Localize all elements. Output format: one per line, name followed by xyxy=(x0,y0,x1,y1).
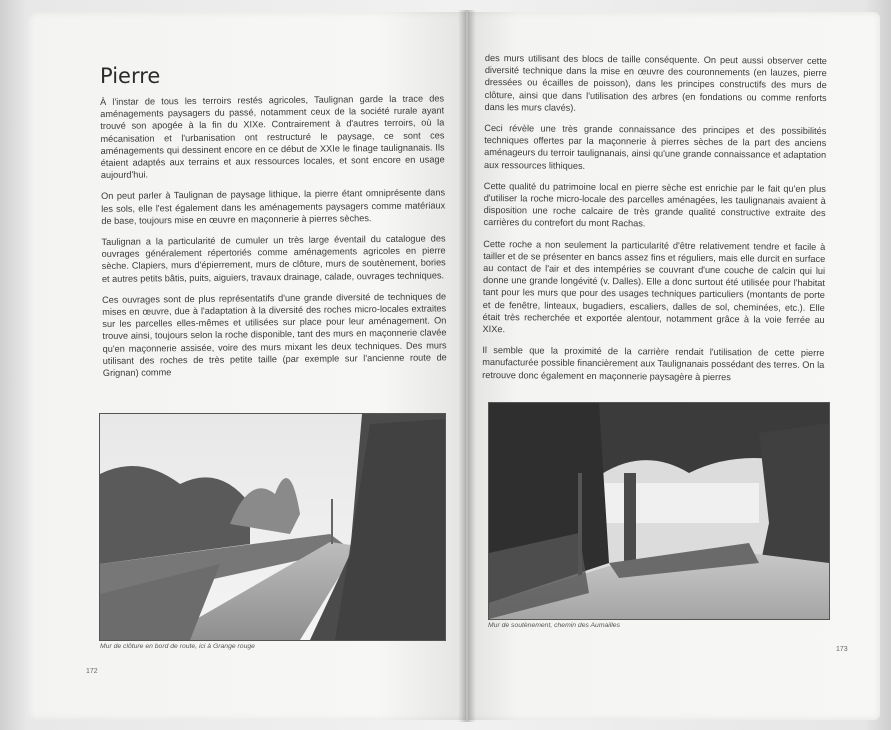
paragraph: Cette qualité du patrimoine local en pierre sèche est enrichie par le fait qu'en plus d'utiliser la roche micro-locale des parcelles aménagées, les taulignanais avaient à disposition une roche calcaire de très grande qualité constructive extraite des carrières du contrefort du mont Rachas. xyxy=(483,180,826,229)
paragraph: Cette roche a non seulement la particularité d'être relativement tendre et facile à tailler et de se présenter en bancs assez fins et réguliers, mais elle durcit en surface au contact de l'air et des intempéries se couvrant d'une couche de calcin qui lui donne une grande longévité (v. Dalles). Elle a donc surtout été utilisée pour l'habitat tant pour les murs que pour des usages techniques particuliers (montants de porte et de fenêtre, linteaux, bugadiers, escaliers, dalles de sol, cheminées, etc.). Elle était très recherchée et exportée alentour, notamment grâce à la voie ferrée au XIXe. xyxy=(482,238,826,335)
photo-caption: Mur de clôture en bord de route, ici à Grange rouge xyxy=(100,643,255,650)
photo-caption: Mur de soutènement, chemin des Aumailles xyxy=(488,622,620,629)
paragraph: Taulignan a la particularité de cumuler un très large éventail du catalogue des ouvrages généralement répertoriés comme aménagements agricoles en pierre sèche. Clapiers, murs d'épierrement, murs de clôture, murs de soutènement, bories et autres petits bâtis, puits, aiguiers, travaux drainage, calade, ouvrages techniques. xyxy=(101,233,446,284)
paragraph: À l'instar de tous les terroirs restés agricoles, Taulignan garde la trace des aménagements paysagers du passé, notamment ceux de la société rurale ayant trouvé son apogée à la fin du XIXe. Contrairement à d'autres terroirs, où la mécanisation et l'urbanisation ont restructuré le paysage, ce sont ces aménagements qui dessinent encore en ce début de XXIe le finage taulignanais. Ils étaient adaptés aux terrains et aux ressources locales, et sont encore en usage aujourd'hui. xyxy=(100,93,445,181)
paragraph: Ceci révèle une très grande connaissance des principes et des possibilités techniques offertes par la maçonnerie à pierres sèches de la part des anciens aménageurs du terroir taulignanais, ainsi qu'une grande connaissance et adaptation aux ressources lithiques. xyxy=(483,123,827,171)
paragraph: des murs utilisant des blocs de taille conséquente. On peut aussi observer cette diversité technique dans la mise en œuvre des couronnements (en lauzes, pierre dressées ou écailles de poisson), dans les principes constructifs des murs de clôture, ainsi que dans l'utilisation des arbres (en fondations ou comme renforts dans les murs clavés). xyxy=(484,52,827,113)
book-gutter xyxy=(458,10,476,722)
paragraph: Ces ouvrages sont de plus représentatifs d'une grande diversité de techniques de mises en œuvre, due à l'adaptation à la diversité des roches micro-locales extraites sur les parcelles elles-mêmes et utilisées sur place pour leur aménagement. On trouve ainsi, toujours selon la roche disponible, tant des murs en maçonnerie clavée qu'en maçonnerie assisée, voire des murs mixant les deux techniques. Des murs utilisant des roches de très petite taille (par exemple sur l'ancienne route de Grignan) comme xyxy=(102,291,447,379)
page-number: 173 xyxy=(836,646,848,653)
paragraph: On peut parler à Taulignan de paysage lithique, la pierre étant omniprésente dans les sols, elle l'est également dans les aménagements paysagers comme matériaux de base, toujours mise en œuvre en maçonnerie à pierres sèches. xyxy=(100,187,446,226)
page-number: 172 xyxy=(86,668,98,675)
photo-stone-wall-road xyxy=(99,413,446,641)
right-text-column xyxy=(482,52,827,393)
section-title: Pierre xyxy=(100,64,161,88)
photo-retaining-wall-path xyxy=(488,402,830,620)
paragraph: Il semble que la proximité de la carrière rendait l'utilisation de cette pierre manufacturée possible financièrement aux Taulignanais possédant des terres. On la retrouve donc également en maçonnerie paysagère à pierres xyxy=(482,345,825,382)
left-text-column xyxy=(100,92,447,388)
